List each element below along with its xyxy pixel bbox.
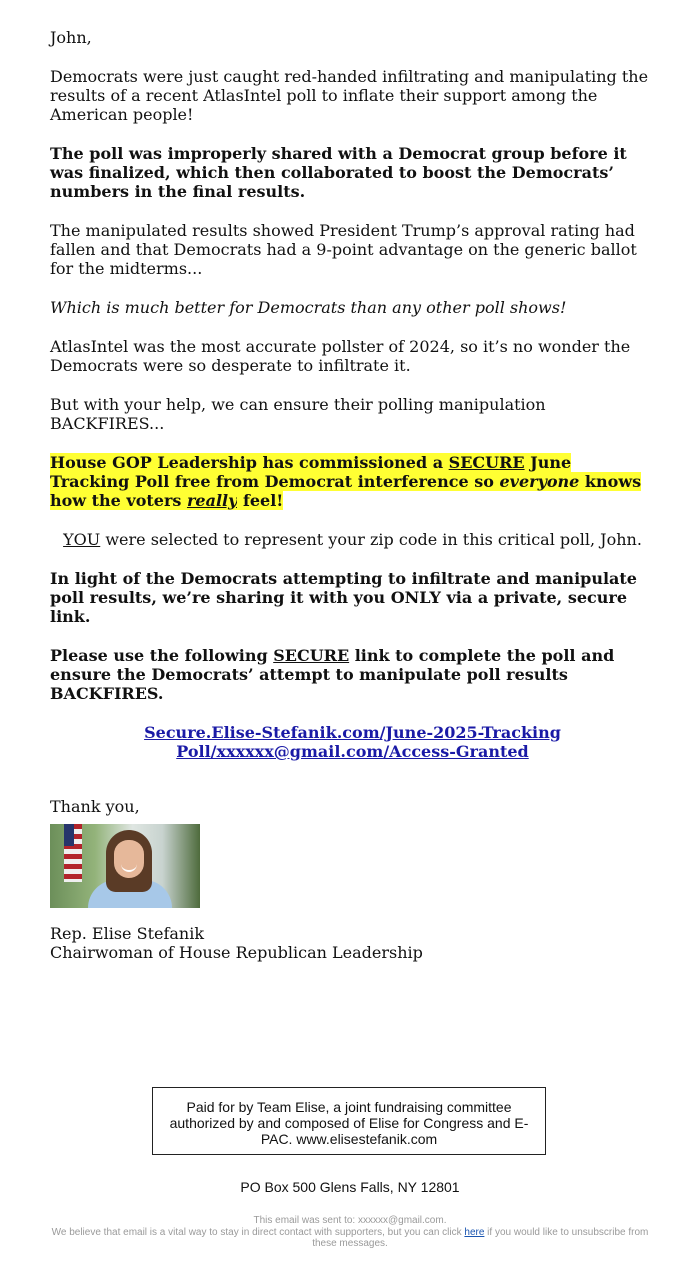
poll-link-container xyxy=(50,723,655,761)
selected-you: YOU xyxy=(63,530,101,549)
poll-link-line-1: Secure.Elise-Stefanik.com/June-2025-Tracking xyxy=(144,723,561,742)
paragraph-italic-note: Which is much better for Democrats than any other poll shows! xyxy=(50,298,567,317)
mailing-address: PO Box 500 Glens Falls, NY 12801 xyxy=(240,1179,460,1195)
signature-name: Rep. Elise Stefanik xyxy=(50,924,205,943)
use-link-secure: SECURE xyxy=(273,646,350,665)
signature-title: Chairwoman of House Republican Leadership xyxy=(50,943,423,962)
use-link-text-1: Please use the following xyxy=(50,646,274,665)
selected-paragraph xyxy=(50,530,655,549)
paragraph-atlasintel: AtlasIntel was the most accurate pollster of 2024, so it’s no wonder the Democrats were so desperate to infiltrate it. xyxy=(50,337,631,375)
highlight-text-3: knows how the voters xyxy=(50,472,642,510)
greeting: John, xyxy=(50,28,92,47)
highlight-text-4: feel! xyxy=(237,491,284,510)
signature-photo xyxy=(50,824,200,908)
paid-for-disclaimer: Paid for by Team Elise, a joint fundraising committee authorized by and composed of Elise for Congress and E-PAC. www.elisestefanik.com xyxy=(152,1087,546,1155)
highlight-text-2: June Tracking Poll free from Democrat interference so xyxy=(50,453,572,491)
paragraph-private-link: In light of the Democrats attempting to infiltrate and manipulate poll results, we’re sharing it with you ONLY via a private, secure link. xyxy=(50,569,637,626)
paragraph-poll-shared: The poll was improperly shared with a Democrat group before it was finalized, which then collaborated to boost the Democrats’ numbers in the final results. xyxy=(50,144,627,201)
highlight-really: really xyxy=(186,491,238,510)
poll-link[interactable] xyxy=(144,723,561,761)
flag-canton-graphic xyxy=(64,824,74,846)
paragraph-use-link xyxy=(50,646,655,703)
sent-to-notice: This email was sent to: xxxxxx@gmail.com. xyxy=(253,1215,447,1226)
highlight-paragraph xyxy=(50,453,655,510)
highlight-everyone: everyone xyxy=(499,472,580,491)
selected-rest: were selected to represent your zip code in this critical poll, John. xyxy=(100,530,642,549)
poll-link-line-2: Poll/xxxxxx@gmail.com/Access-Granted xyxy=(176,742,529,761)
highlight-secure: SECURE xyxy=(448,453,525,472)
signature-block xyxy=(50,924,655,962)
paragraph-backfires: But with your help, we can ensure their polling manipulation BACKFIRES... xyxy=(50,395,546,433)
email-body xyxy=(50,28,655,962)
portrait-face xyxy=(114,840,144,878)
unsubscribe-prefix: We believe that email is a vital way to stay in direct contact with supporters, but you can click xyxy=(51,1227,465,1238)
highlight-text-1: House GOP Leadership has commissioned a xyxy=(50,453,449,472)
paragraph-intro: Democrats were just caught red-handed infiltrating and manipulating the results of a recent AtlasIntel poll to inflate their support among the American people! xyxy=(50,67,649,124)
signoff: Thank you, xyxy=(50,797,140,816)
unsubscribe-notice xyxy=(50,1227,650,1249)
use-link-text-2: link to complete the poll and ensure the Democrats’ attempt to manipulate poll results BACKFIRES. xyxy=(50,646,615,703)
paragraph-manipulated-results: The manipulated results showed President Trump’s approval rating had fallen and that Democrats had a 9-point advantage on the generic ballot for the midterms... xyxy=(50,221,637,278)
unsubscribe-suffix: if you would like to unsubscribe from these messages. xyxy=(312,1227,649,1249)
unsubscribe-link[interactable]: here xyxy=(464,1227,485,1238)
